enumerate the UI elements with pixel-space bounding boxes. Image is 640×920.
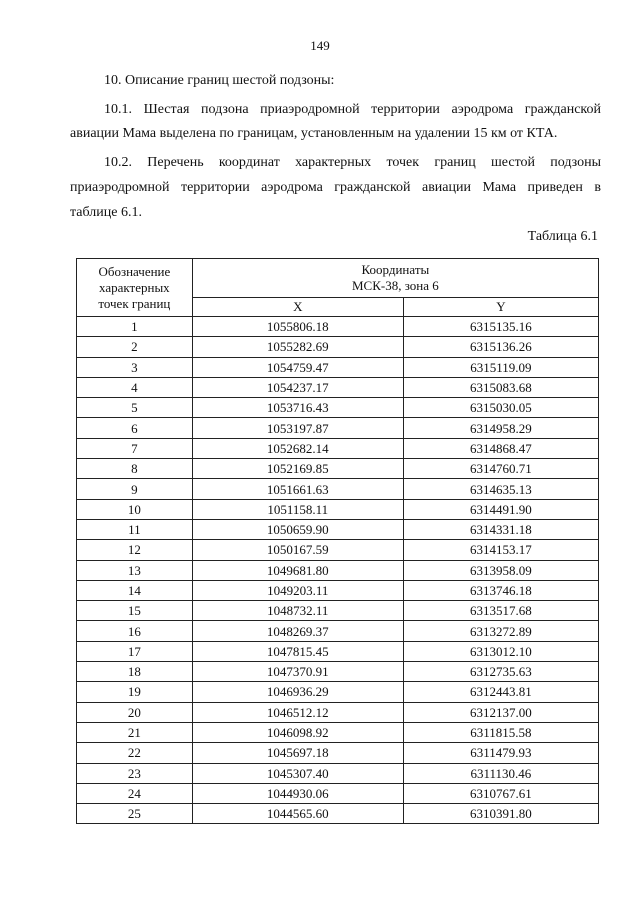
table-row: [77, 702, 599, 722]
coord-y: 6315135.16: [403, 317, 598, 337]
table-row: [77, 438, 599, 458]
point-number: 25: [77, 804, 193, 824]
coord-x: 1046512.12: [192, 702, 403, 722]
coord-x: 1049681.80: [192, 560, 403, 580]
coord-x: 1048269.37: [192, 621, 403, 641]
coord-x: 1049203.11: [192, 580, 403, 600]
coord-y: 6312443.81: [403, 682, 598, 702]
coord-y: 6313958.09: [403, 560, 598, 580]
point-number: 20: [77, 702, 193, 722]
coord-x: 1047370.91: [192, 662, 403, 682]
point-number: 15: [77, 601, 193, 621]
coord-y: 6313746.18: [403, 580, 598, 600]
point-number: 22: [77, 743, 193, 763]
header-y: Y: [403, 298, 598, 317]
header-coords-line2: МСК-38, зона 6: [351, 278, 439, 293]
coord-x: 1044930.06: [192, 783, 403, 803]
coord-y: 6313272.89: [403, 621, 598, 641]
coord-y: 6313517.68: [403, 601, 598, 621]
coord-x: 1051661.63: [192, 479, 403, 499]
point-number: 1: [77, 317, 193, 337]
point-number: 17: [77, 641, 193, 661]
header-x: X: [192, 298, 403, 317]
coord-x: 1050659.90: [192, 519, 403, 539]
header-point-cell: [77, 259, 193, 317]
coordinates-table: [76, 258, 599, 824]
point-number: 21: [77, 722, 193, 742]
point-number: 14: [77, 580, 193, 600]
point-number: 18: [77, 662, 193, 682]
table-row: [77, 743, 599, 763]
table-row: [77, 519, 599, 539]
coord-x: 1055806.18: [192, 317, 403, 337]
coord-x: 1051158.11: [192, 499, 403, 519]
coord-x: 1047815.45: [192, 641, 403, 661]
point-number: 23: [77, 763, 193, 783]
header-coords-cell: [192, 259, 598, 298]
table-row: [77, 641, 599, 661]
coord-x: 1055282.69: [192, 337, 403, 357]
coord-x: 1048732.11: [192, 601, 403, 621]
point-number: 3: [77, 357, 193, 377]
table-row: [77, 804, 599, 824]
header-point-line3: точек границ: [98, 295, 171, 311]
table-row: [77, 459, 599, 479]
coord-x: 1046936.29: [192, 682, 403, 702]
table-row: [77, 398, 599, 418]
header-coords-line1: Координаты: [361, 262, 430, 277]
point-number: 4: [77, 377, 193, 397]
point-number: 9: [77, 479, 193, 499]
para1-line1: 10.1. Шестая подзона приаэродромной территории аэродрома гражданской: [104, 102, 601, 117]
table-row: [77, 418, 599, 438]
table-row: [77, 722, 599, 742]
coord-y: 6311479.93: [403, 743, 598, 763]
coord-y: 6314958.29: [403, 418, 598, 438]
coord-x: 1054759.47: [192, 357, 403, 377]
point-number: 10: [77, 499, 193, 519]
para2-line3: таблице 6.1.: [70, 205, 142, 220]
table-row: [77, 560, 599, 580]
coord-x: 1052682.14: [192, 438, 403, 458]
coord-y: 6310391.80: [403, 804, 598, 824]
table-row: [77, 682, 599, 702]
coord-x: 1044565.60: [192, 804, 403, 824]
coord-y: 6312137.00: [403, 702, 598, 722]
table-row: [77, 662, 599, 682]
coord-y: 6311815.58: [403, 722, 598, 742]
coord-y: 6314760.71: [403, 459, 598, 479]
section-heading: 10. Описание границ шестой подзоны:: [104, 73, 335, 88]
table-caption: Таблица 6.1: [527, 229, 598, 244]
point-number: 24: [77, 783, 193, 803]
coord-y: 6314331.18: [403, 519, 598, 539]
point-number: 5: [77, 398, 193, 418]
table-row: [77, 783, 599, 803]
page-number: 149: [310, 38, 330, 53]
coord-y: 6312735.63: [403, 662, 598, 682]
point-number: 19: [77, 682, 193, 702]
coord-y: 6313012.10: [403, 641, 598, 661]
coord-y: 6314491.90: [403, 499, 598, 519]
coord-x: 1050167.59: [192, 540, 403, 560]
coord-x: 1054237.17: [192, 377, 403, 397]
point-number: 2: [77, 337, 193, 357]
para1-line2: авиации Мама выделена по границам, установленным на удалении 15 км от КТА.: [70, 126, 558, 141]
para2-line1: 10.2. Перечень координат характерных точек границ шестой подзоны: [104, 155, 601, 170]
point-number: 12: [77, 540, 193, 560]
table-row: [77, 621, 599, 641]
coord-y: 6315083.68: [403, 377, 598, 397]
coord-y: 6314635.13: [403, 479, 598, 499]
point-number: 6: [77, 418, 193, 438]
table-row: [77, 357, 599, 377]
point-number: 8: [77, 459, 193, 479]
coord-y: 6315030.05: [403, 398, 598, 418]
coord-y: 6311130.46: [403, 763, 598, 783]
coord-x: 1052169.85: [192, 459, 403, 479]
header-point-line1: Обозначение: [98, 263, 171, 279]
coord-x: 1053716.43: [192, 398, 403, 418]
coord-x: 1053197.87: [192, 418, 403, 438]
table-row: [77, 580, 599, 600]
coord-x: 1045307.40: [192, 763, 403, 783]
point-number: 11: [77, 519, 193, 539]
coord-x: 1046098.92: [192, 722, 403, 742]
coord-y: 6314868.47: [403, 438, 598, 458]
point-number: 13: [77, 560, 193, 580]
table-row: [77, 317, 599, 337]
coord-y: 6315136.26: [403, 337, 598, 357]
header-point-line2: характерных: [99, 279, 170, 295]
table-row: [77, 479, 599, 499]
para2-line2: приаэродромной территории аэродрома гражданской авиации Мама приведен в: [70, 180, 601, 195]
table-row: [77, 540, 599, 560]
coord-y: 6310767.61: [403, 783, 598, 803]
table-row: [77, 337, 599, 357]
table-row: [77, 377, 599, 397]
table-row: [77, 499, 599, 519]
point-number: 16: [77, 621, 193, 641]
table-row: [77, 763, 599, 783]
table-row: [77, 601, 599, 621]
point-number: 7: [77, 438, 193, 458]
table-body: [77, 317, 599, 824]
coord-y: 6314153.17: [403, 540, 598, 560]
coord-y: 6315119.09: [403, 357, 598, 377]
coord-x: 1045697.18: [192, 743, 403, 763]
